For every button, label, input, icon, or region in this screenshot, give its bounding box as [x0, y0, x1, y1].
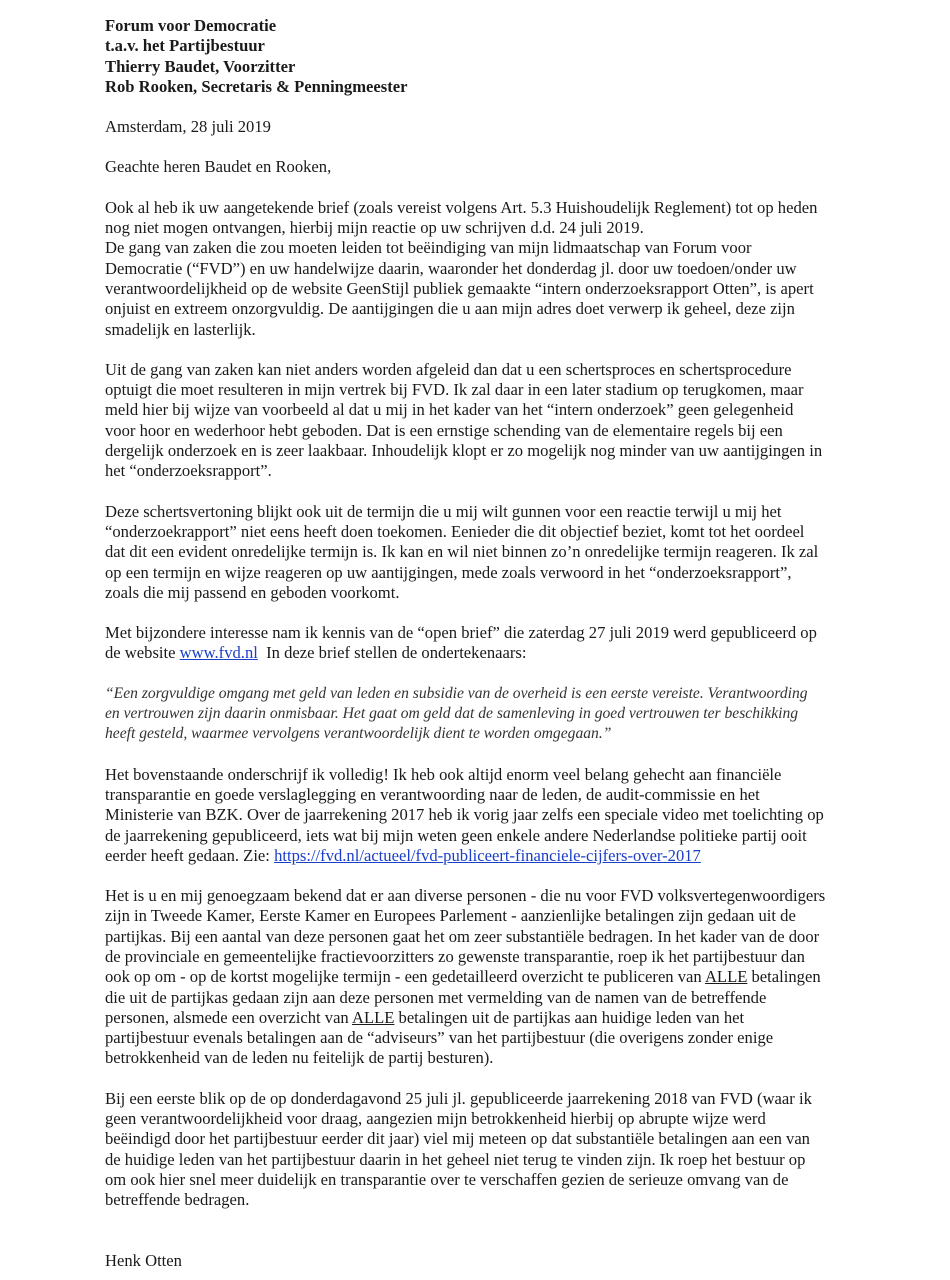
text-line: de jaarrekening gepubliceerd, iets wat bij mijn weten geen enkele andere Nederlandse politieke partij ooit — [105, 825, 807, 845]
paragraph-2 — [105, 360, 853, 482]
text-line: beëindigd door het partijbestuur eerder dit jaar) viel mij meteen op dat substantiële betalingen aan een van — [105, 1129, 810, 1149]
text-line: De gang van zaken die zou moeten leiden tot beëindiging van mijn lidmaatschap van Forum voor — [105, 238, 752, 258]
text-line: op een termijn en wijze reageren op uw aantijgingen, mede zoals verwoord in het “onderzoeksrapport”, — [105, 562, 792, 582]
text-line: Het bovenstaande onderschrijf ik volledig! Ik heb ook altijd enorm veel belang gehecht aan financiële — [105, 764, 782, 784]
signature: Henk Otten — [105, 1250, 182, 1270]
text-line: voor hoor en wederhoor hebt geboden. Dat is een ernstige schending van de elementaire regels bij een — [105, 420, 783, 440]
text-line: de provinciale en gemeentelijke fractievoorzitters zo gewenste transparantie, roep ik het partijbestuur dan — [105, 946, 805, 966]
paragraph-3 — [105, 502, 853, 603]
text-line: Uit de gang van zaken kan niet anders worden afgeleid dan dat u een schertsproces en schertsprocedure — [105, 359, 792, 379]
addressee-line: t.a.v. het Partijbestuur — [105, 36, 265, 56]
letter — [105, 16, 853, 1271]
quote-line: heeft gesteld, waarmee vervolgens verantwoordelijk dient te worden omgegaan.” — [105, 725, 612, 743]
text-line: betrokkenheid van de leden nu feitelijk de partij besturen). — [105, 1048, 494, 1068]
paragraph-4 — [105, 623, 853, 664]
text-line: optuigt die moet resulteren in mijn vertrek bij FVD. Ik zal daar in een later stadium op terugkomen, maar — [105, 380, 804, 400]
text-line: het “onderzoeksrapport”. — [105, 461, 272, 481]
text-line: Deze schertsvertoning blijkt ook uit de termijn die u mij wilt gunnen voor een reactie terwijl u mij het — [105, 501, 782, 521]
text-line: meld hier bij wijze van voorbeeld al dat u mij in het kader van het “intern onderzoek” geen gelegenheid — [105, 400, 794, 420]
paragraph-1 — [105, 198, 853, 340]
text-line: betreffende bedragen. — [105, 1190, 250, 1210]
text-line — [105, 643, 853, 663]
place-date: Amsterdam, 28 juli 2019 — [105, 117, 271, 137]
text-fragment: personen, alsmede een overzicht van — [105, 1007, 352, 1027]
text-fragment: de website — [105, 643, 180, 663]
text-line: de huidige leden van het partijbestuur daarin in het geheel niet terug te vinden zijn. Ik roep het bestuur op — [105, 1149, 806, 1169]
addressee-line: Forum voor Democratie — [105, 16, 277, 35]
text-line: verantwoordelijkheid op de website GeenStijl publiek gemaakte “intern onderzoeksrapport Otten”, is apert — [105, 278, 814, 298]
paragraph-6 — [105, 886, 853, 1069]
text-line: nog niet mogen ontvangen, hierbij mijn reactie op uw schrijven d.d. 24 juli 2019. — [105, 218, 644, 238]
text-line — [105, 846, 853, 866]
quote-line: “Een zorgvuldige omgang met geld van leden en subsidie van de overheid is een eerste vereiste. Verantwoording — [105, 684, 808, 702]
paragraph-7 — [105, 1089, 853, 1211]
salutation: Geachte heren Baudet en Rooken, — [105, 157, 332, 177]
text-line: die uit de partijkas gedaan zijn aan deze personen met vermelding van de namen van de betreffende — [105, 987, 767, 1007]
text-fragment: In deze brief stellen de ondertekenaars: — [257, 643, 527, 663]
text-fragment: betalingen uit de partijkas aan huidige leden van het — [394, 1007, 745, 1027]
text-line: onjuist en extreem onzorgvuldig. De aantijgingen die u aan mijn adres doet verwerp ik geheel, deze zijn — [105, 299, 795, 319]
addressee-line: Rob Rooken, Secretaris & Penningmeester — [105, 76, 408, 96]
text-line: Bij een eerste blik op de op donderdagavond 25 juli jl. gepubliceerde jaarrekening 2018 van FVD (waar ik — [105, 1088, 812, 1108]
text-line: smadelijk en lasterlijk. — [105, 319, 256, 339]
text-line: Democratie (“FVD”) en uw handelwijze daarin, waaronder het donderdag jl. door uw toedoen/onder uw — [105, 258, 797, 278]
quote-line: en vertrouwen zijn daarin onmisbaar. Het gaat om geld dat de samenleving in goed vertrouwen ter beschikking — [105, 705, 799, 723]
fvd-website-link[interactable]: www.fvd.nl — [179, 643, 258, 663]
text-line: dat dit een evident onredelijke termijn is. Ik kan en wil niet binnen zo’n onredelijke termijn reageren. Ik zal — [105, 542, 819, 562]
text-line: Ministerie van BZK. Over de jaarrekening 2017 heb ik vorig jaar zelfs een speciale video met toelichting op — [105, 805, 824, 825]
text-line — [105, 1008, 853, 1028]
text-line: om ook hier snel meer duidelijk en transparantie over te verschaffen gezien de serieuze omvang van de — [105, 1169, 789, 1189]
text-line: Met bijzondere interesse nam ik kennis van de “open brief” die zaterdag 27 juli 2019 werd gepubliceerd op — [105, 623, 817, 643]
text-line: Ook al heb ik uw aangetekende brief (zoals vereist volgens Art. 5.3 Huishoudelijk Reglement) tot op heden — [105, 197, 818, 217]
financial-figures-link[interactable]: https://fvd.nl/actueel/fvd-publiceert-financiele-cijfers-over-2017 — [274, 845, 701, 865]
text-line: zijn in Tweede Kamer, Eerste Kamer en Europees Parlement - aanzienlijke betalingen zijn gedaan uit de — [105, 906, 796, 926]
addressee-block — [105, 16, 853, 97]
text-line: zoals die mij passend en geboden voorkomt. — [105, 582, 400, 602]
text-line: partijbestuur evenals betalingen aan de “adviseurs” van het partijbestuur (die overigens zonder enige — [105, 1028, 774, 1048]
text-line: transparantie en goede verslaglegging en verantwoording naar de leden, de audit-commissie en het — [105, 784, 760, 804]
text-line: Het is u en mij genoegzaam bekend dat er aan diverse personen - die nu voor FVD volksvertegenwoordigers — [105, 886, 826, 906]
text-line: “onderzoekrapport” niet eens heeft doen toekomen. Eenieder die dit objectief beziet, komt tot het oordeel — [105, 521, 805, 541]
text-line: dergelijk onderzoek en is zeer laakbaar. Inhoudelijk klopt er zo mogelijk nog minder van uw aantijgingen in — [105, 441, 823, 461]
text-line — [105, 967, 853, 987]
quote-block — [105, 684, 853, 745]
underlined-alle: ALLE — [351, 1007, 395, 1027]
text-fragment: ook op om - op de kortst mogelijke termijn - een gedetailleerd overzicht te publiceren van — [105, 967, 705, 987]
addressee-line: Thierry Baudet, Voorzitter — [105, 56, 296, 76]
text-line: geen verantwoordelijkheid voor draag, aangezien mijn betrokkenheid hierbij op abrupte wijze werd — [105, 1109, 766, 1129]
underlined-alle: ALLE — [704, 967, 748, 987]
text-line: partijkas. Bij een aantal van deze personen gaat het om zeer substantiële bedragen. In het kader van de door — [105, 926, 820, 946]
text-fragment: eerder heeft gedaan. Zie: — [105, 845, 275, 865]
paragraph-5 — [105, 765, 853, 866]
text-fragment: betalingen — [747, 967, 821, 987]
